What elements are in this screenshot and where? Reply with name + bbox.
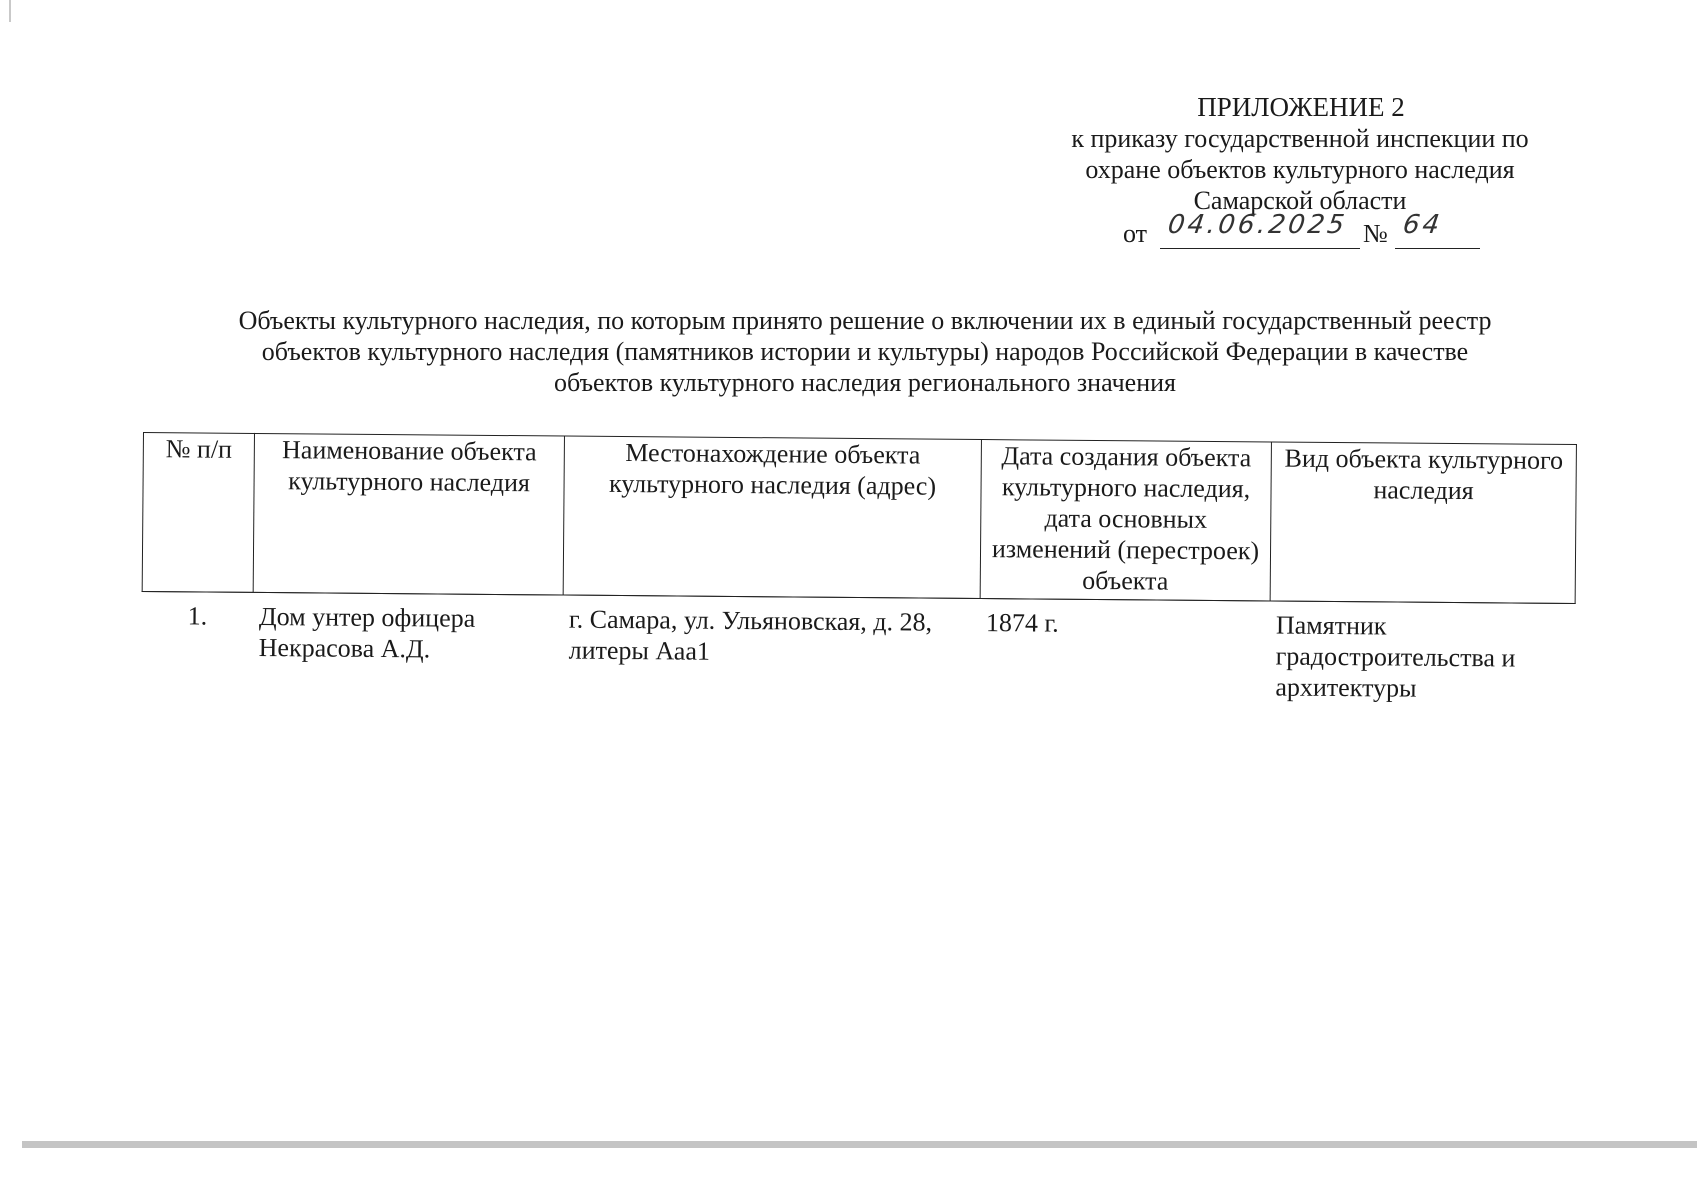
heading-line: объектов культурного наследия регионального значения <box>554 368 1176 397</box>
appendix-line: к приказу государственной инспекции по <box>1071 124 1529 153</box>
number-field <box>1395 210 1480 249</box>
heritage-table-wrapper <box>141 432 1576 705</box>
order-date-number-line <box>1010 210 1590 256</box>
scan-edge-mark <box>9 0 11 22</box>
header-type: Вид объекта культурного наследия <box>1270 442 1576 604</box>
heading-line: Объекты культурного наследия, по которым принято решение о включении их в единый государственный реестр <box>238 306 1492 335</box>
header-name: Наименование объекта культурного наследия <box>253 433 564 595</box>
header-number: № п/п <box>142 433 254 593</box>
cell-number: 1. <box>187 601 208 631</box>
handwritten-date: 04.06.2025 <box>1165 210 1350 240</box>
table-row <box>141 591 1575 705</box>
handwritten-number: 64 <box>1400 210 1445 240</box>
page-bottom-bar <box>22 1141 1697 1148</box>
table-header-row <box>142 433 1576 604</box>
cell-name: Дом унтер офицера Некрасова А.Д. <box>258 601 476 664</box>
appendix-title: ПРИЛОЖЕНИЕ 2 <box>1197 92 1405 122</box>
appendix-line: Самарской области <box>1193 186 1407 215</box>
number-label: № <box>1363 219 1388 248</box>
cell-address: г. Самара, ул. Ульяновская, д. 28, литеры Ааа1 <box>568 604 933 666</box>
header-address: Местонахождение объекта культурного наследия (адрес) <box>563 436 981 598</box>
heritage-table <box>141 432 1577 705</box>
date-field <box>1160 210 1360 249</box>
appendix-line: охране объектов культурного наследия <box>1085 155 1515 184</box>
header-date: Дата создания объекта культурного наследия, дата основных изменений (перестроек) объекта <box>980 440 1271 601</box>
cell-date: 1874 г. <box>985 608 1059 638</box>
heading-line: объектов культурного наследия (памятников истории и культуры) народов Российской Федерации в качестве <box>261 337 1469 366</box>
document-heading <box>160 305 1570 398</box>
appendix-block <box>1010 92 1590 256</box>
cell-type: Памятник градостроительства и архитектуры <box>1275 610 1516 703</box>
date-label: от <box>1123 219 1148 248</box>
